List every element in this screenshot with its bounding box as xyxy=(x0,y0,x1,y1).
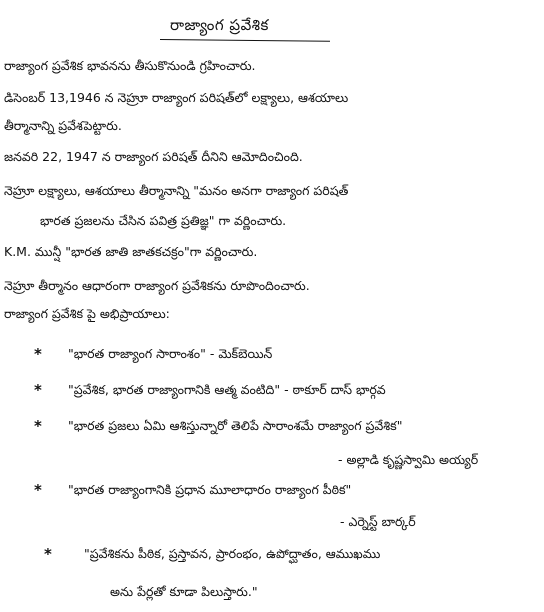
bullet-star: * xyxy=(44,545,52,563)
opinion-attribution: - ఎర్నెస్ట్ బార్కర్ xyxy=(340,514,416,529)
opinion-quote: "భారత రాజ్యాంగ సారాంశం" - మెక్‌బెయిన్ xyxy=(68,346,273,361)
bullet-star: * xyxy=(34,417,42,435)
bullet-star: * xyxy=(34,481,42,499)
text-line: రాజ్యాంగ ప్రవేశిక భావనను తీసుకొనుండి గ్రహించారు. xyxy=(4,58,256,73)
bullet-star: * xyxy=(34,381,42,399)
section-heading: రాజ్యాంగ ప్రవేశిక పై అభిప్రాయాలు: xyxy=(4,306,170,321)
bullet-star: * xyxy=(34,345,42,363)
text-line: జనవరి 22, 1947 న రాజ్యాంగ పరిషత్ దీనిని ఆమోదించింది. xyxy=(4,149,303,164)
opinion-quote: "ప్రవేశికను పీఠిక, ప్రస్తావన, ప్రారంభం, ఉపోద్ఘాతం, ఆముఖము xyxy=(84,546,381,561)
opinion-attribution: - అల్లాడి కృష్ణస్వామి అయ్యర్ xyxy=(338,452,479,467)
page-title: రాజ్యాంగ ప్రవేశిక xyxy=(170,16,269,34)
text-line: K.M. మున్షీ "భారత జాతి జాతకచక్రం"గా వర్ణించారు. xyxy=(4,244,258,259)
text-line: డిసెంబర్ 13,1946 న నెహ్రూ రాజ్యాంగ పరిషత్‌లో లక్ష్యాలు, ఆశయాలు xyxy=(4,90,349,105)
text-line: నెహ్రూ తీర్మానం ఆధారంగా రాజ్యాంగ ప్రవేశికను రూపొందించారు. xyxy=(4,278,310,293)
opinion-quote-continuation: అను పేర్లతో కూడా పిలుస్తారు." xyxy=(110,584,258,599)
opinion-quote: "భారత రాజ్యాంగానికి ప్రధాన మూలాధారం రాజ్యాంగ పీఠిక" xyxy=(68,482,352,497)
text-line: భారత ప్రజలను చేసిన పవిత్ర ప్రతిజ్ఞ" గా వర్ణించారు. xyxy=(40,213,287,228)
title-underline xyxy=(160,39,330,42)
opinion-quote: "భారత ప్రజలు ఏమి ఆశిస్తున్నారో తెలిపే సారాంశమే రాజ్యాంగ ప్రవేశిక" xyxy=(68,418,403,433)
opinion-quote: "ప్రవేశిక, భారత రాజ్యాంగానికి ఆత్మ వంటిది" - ఠాకూర్ దాస్ భార్గవ xyxy=(68,382,386,397)
text-line: నెహ్రూ లక్ష్యాలు, ఆశయాలు తీర్మానాన్ని "మనం అనగా రాజ్యాంగ పరిషత్ xyxy=(4,183,349,198)
text-line: తీర్మానాన్ని ప్రవేశపెట్టారు. xyxy=(4,118,122,133)
